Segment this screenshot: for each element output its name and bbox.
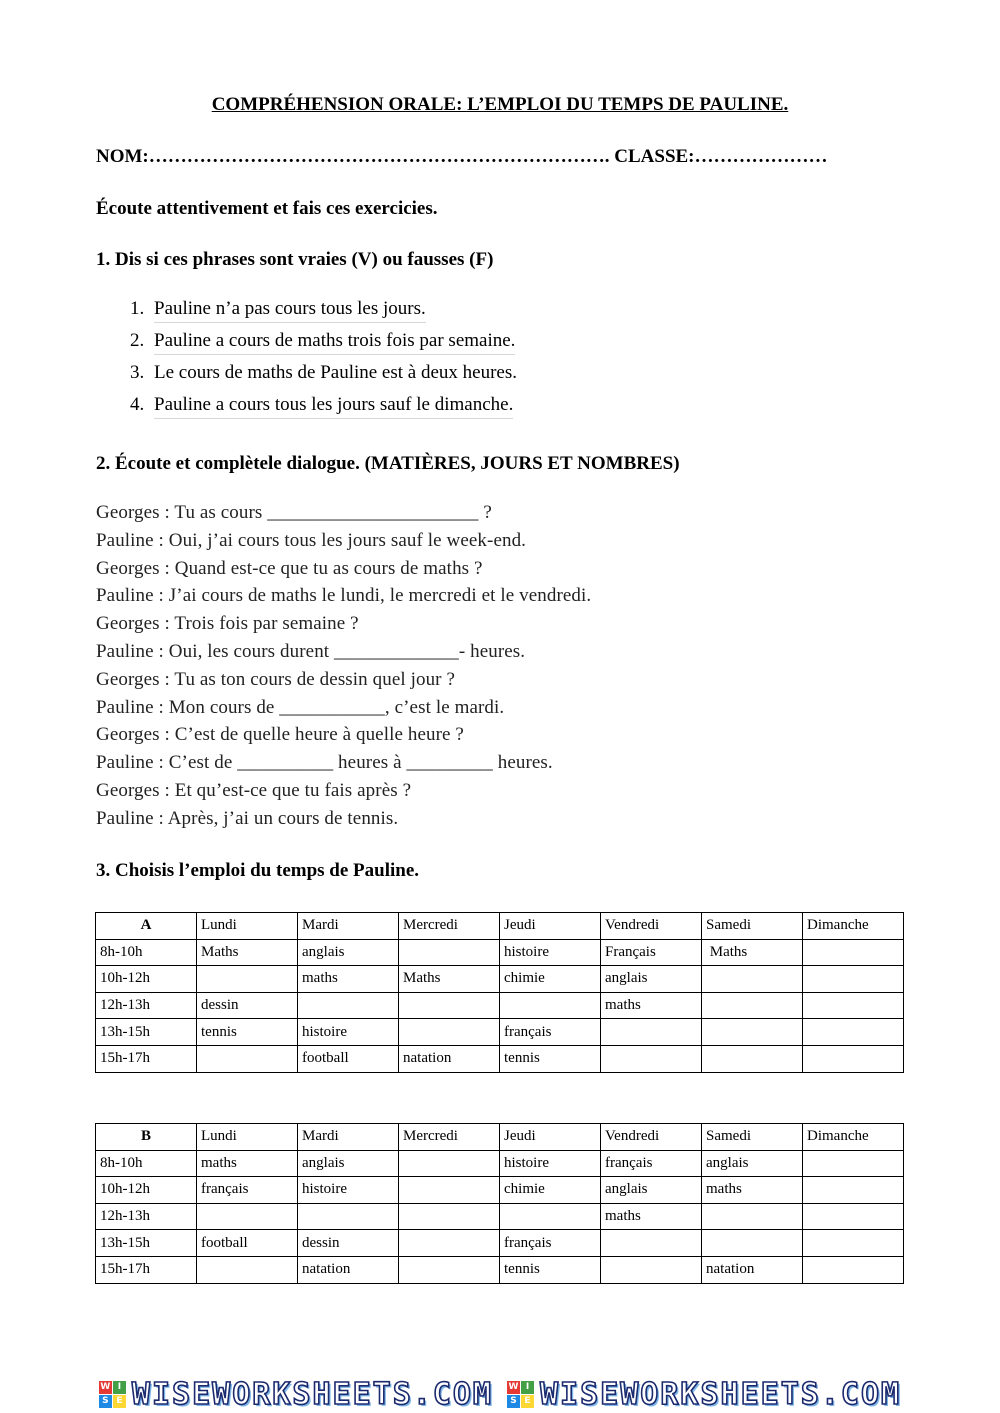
table-cell: chimie [500,966,601,993]
table-cell [399,1150,500,1177]
instruction: Écoute attentivement et fais ces exercicies. [96,198,438,219]
table-cell [601,1019,702,1046]
time-slot: 13h-15h [96,1230,197,1257]
day-header: Dimanche [803,913,904,940]
timetable-a [95,912,904,1073]
time-slot: 10h-12h [96,1177,197,1204]
table-row [96,1019,904,1046]
table-cell [702,1019,803,1046]
exercise1-heading: 1. Dis si ces phrases sont vraies (V) ou fausses (F) [96,249,494,270]
table-row [96,939,904,966]
table-cell: maths [601,992,702,1019]
table-cell: français [500,1230,601,1257]
dialogue-line: Georges : Quand est-ce que tu as cours de maths ? [96,557,483,579]
table-row [96,1230,904,1257]
day-header: Jeudi [500,913,601,940]
dialogue-line: Georges : C’est de quelle heure à quelle heure ? [96,724,464,746]
dialogue-line: Georges : Tu as cours ______________________ ? [96,502,492,523]
table-cell [803,1203,904,1230]
brand-logo [99,1377,493,1412]
day-header: Lundi [197,1124,298,1151]
day-header: Mercredi [399,1124,500,1151]
time-slot: 13h-15h [96,1019,197,1046]
day-header: Mercredi [399,913,500,940]
table-cell: français [197,1177,298,1204]
day-header: Mardi [298,1124,399,1151]
list-item: 2. Pauline a cours de maths trois fois par semaine. [130,330,517,362]
table-cell: tennis [197,1019,298,1046]
table-cell [399,992,500,1019]
table-cell [298,1203,399,1230]
list-item: 3. Le cours de maths de Pauline est à deux heures. [130,362,517,394]
table-cell [803,966,904,993]
table-cell: histoire [298,1177,399,1204]
statement-text: Pauline n’a pas cours tous les jours. [154,298,426,323]
time-slot: 15h-17h [96,1256,197,1283]
dialogue-line: Georges : Tu as ton cours de dessin quel jour ? [96,668,455,690]
timetable-b [95,1123,904,1284]
time-slot: 12h-13h [96,1203,197,1230]
table-cell [399,1177,500,1204]
logo-icon: W I S E [99,1381,126,1408]
table-cell [197,966,298,993]
table-cell: natation [399,1045,500,1072]
dialogue-line: Georges : Trois fois par semaine ? [96,613,359,635]
table-header-row [96,913,904,940]
table-cell: maths [601,1203,702,1230]
table-cell [702,1045,803,1072]
table-cell: football [197,1230,298,1257]
table-cell: Maths [197,939,298,966]
list-item: 4. Pauline a cours tous les jours sauf le dimanche. [130,394,517,426]
exercise2-heading: 2. Écoute et complètele dialogue. (MATIÈRES, JOURS ET NOMBRES) [96,453,680,474]
table-row [96,1256,904,1283]
table-row [96,992,904,1019]
table-cell [702,1230,803,1257]
table-cell: maths [298,966,399,993]
table-cell: anglais [601,1177,702,1204]
table-header-row [96,1124,904,1151]
time-slot: 12h-13h [96,992,197,1019]
logo-icon: W I S E [507,1381,534,1408]
day-header: Dimanche [803,1124,904,1151]
time-slot: 8h-10h [96,939,197,966]
table-cell: football [298,1045,399,1072]
table-label: B [96,1124,197,1151]
brand-text: WISEWORKSHEETS.COM [131,1377,493,1412]
table-cell [803,992,904,1019]
table-cell [601,1256,702,1283]
table-cell: natation [298,1256,399,1283]
table-cell [399,1203,500,1230]
table-cell: français [500,1019,601,1046]
table-cell: histoire [298,1019,399,1046]
day-header: Vendredi [601,1124,702,1151]
table-cell [803,1045,904,1072]
table-cell: dessin [197,992,298,1019]
time-slot: 10h-12h [96,966,197,993]
day-header: Vendredi [601,913,702,940]
time-slot: 8h-10h [96,1150,197,1177]
table-cell [702,1203,803,1230]
table-cell: tennis [500,1045,601,1072]
dialogue-line: Pauline : Oui, les cours durent _____________- heures. [96,640,526,662]
table-row [96,1203,904,1230]
dialogue-line: Pauline : Mon cours de ___________, c’est le mardi. [96,696,505,718]
table-cell: dessin [298,1230,399,1257]
day-header: Mardi [298,913,399,940]
dialogue-line: Pauline : Oui, j’ai cours tous les jours sauf le week-end. [96,529,527,551]
table-cell [399,939,500,966]
footer-watermark [0,1376,1000,1413]
table-cell: histoire [500,1150,601,1177]
brand-text: WISEWORKSHEETS.COM [540,1377,902,1412]
dialogue-line: Georges : Et qu’est-ce que tu fais après ? [96,779,412,801]
exercise3-heading: 3. Choisis l’emploi du temps de Pauline. [96,860,420,881]
table-cell: Français [601,939,702,966]
worksheet-title: COMPRÉHENSION ORALE: L’EMPLOI DU TEMPS DE PAULINE. [211,94,789,115]
time-slot: 15h-17h [96,1045,197,1072]
table-cell [399,1256,500,1283]
table-cell [803,1019,904,1046]
table-cell: Maths [399,966,500,993]
list-item: 1. Pauline n’a pas cours tous les jours. [130,298,517,330]
table-cell [298,992,399,1019]
table-cell [399,1230,500,1257]
table-cell [197,1045,298,1072]
table-cell: anglais [298,1150,399,1177]
table-row [96,966,904,993]
true-false-list [130,298,517,426]
table-cell [500,1203,601,1230]
table-cell: maths [702,1177,803,1204]
table-cell [500,992,601,1019]
table-cell: natation [702,1256,803,1283]
table-row [96,1177,904,1204]
table-cell [803,1230,904,1257]
day-header: Lundi [197,913,298,940]
name-class-line: NOM:………………………………………………………………. CLASSE:………………… [96,146,828,167]
table-cell [702,992,803,1019]
table-row [96,1150,904,1177]
day-header: Samedi [702,913,803,940]
table-cell [601,1230,702,1257]
table-cell: anglais [601,966,702,993]
day-header: Jeudi [500,1124,601,1151]
dialogue [96,502,591,836]
dialogue-line: Pauline : Après, j’ai un cours de tennis. [96,807,399,829]
table-cell [197,1203,298,1230]
table-cell: chimie [500,1177,601,1204]
table-cell [601,1045,702,1072]
table-cell: anglais [298,939,399,966]
table-label: A [96,913,197,940]
brand-logo [507,1377,901,1412]
table-cell [803,1256,904,1283]
table-cell [803,1150,904,1177]
table-cell [399,1019,500,1046]
table-cell: français [601,1150,702,1177]
table-cell: Maths [702,939,803,966]
table-cell: histoire [500,939,601,966]
table-row [96,1045,904,1072]
dialogue-line: Pauline : J’ai cours de maths le lundi, le mercredi et le vendredi. [96,585,592,607]
table-cell [702,966,803,993]
table-cell: tennis [500,1256,601,1283]
table-cell [803,1177,904,1204]
day-header: Samedi [702,1124,803,1151]
table-cell: anglais [702,1150,803,1177]
table-cell [197,1256,298,1283]
statement-text: Pauline a cours tous les jours sauf le dimanche. [154,394,513,419]
table-cell [803,939,904,966]
dialogue-line: Pauline : C’est de __________ heures à _________ heures. [96,752,553,774]
statement-text: Le cours de maths de Pauline est à deux heures. [154,362,517,383]
statement-text: Pauline a cours de maths trois fois par semaine. [154,330,515,355]
table-cell: maths [197,1150,298,1177]
